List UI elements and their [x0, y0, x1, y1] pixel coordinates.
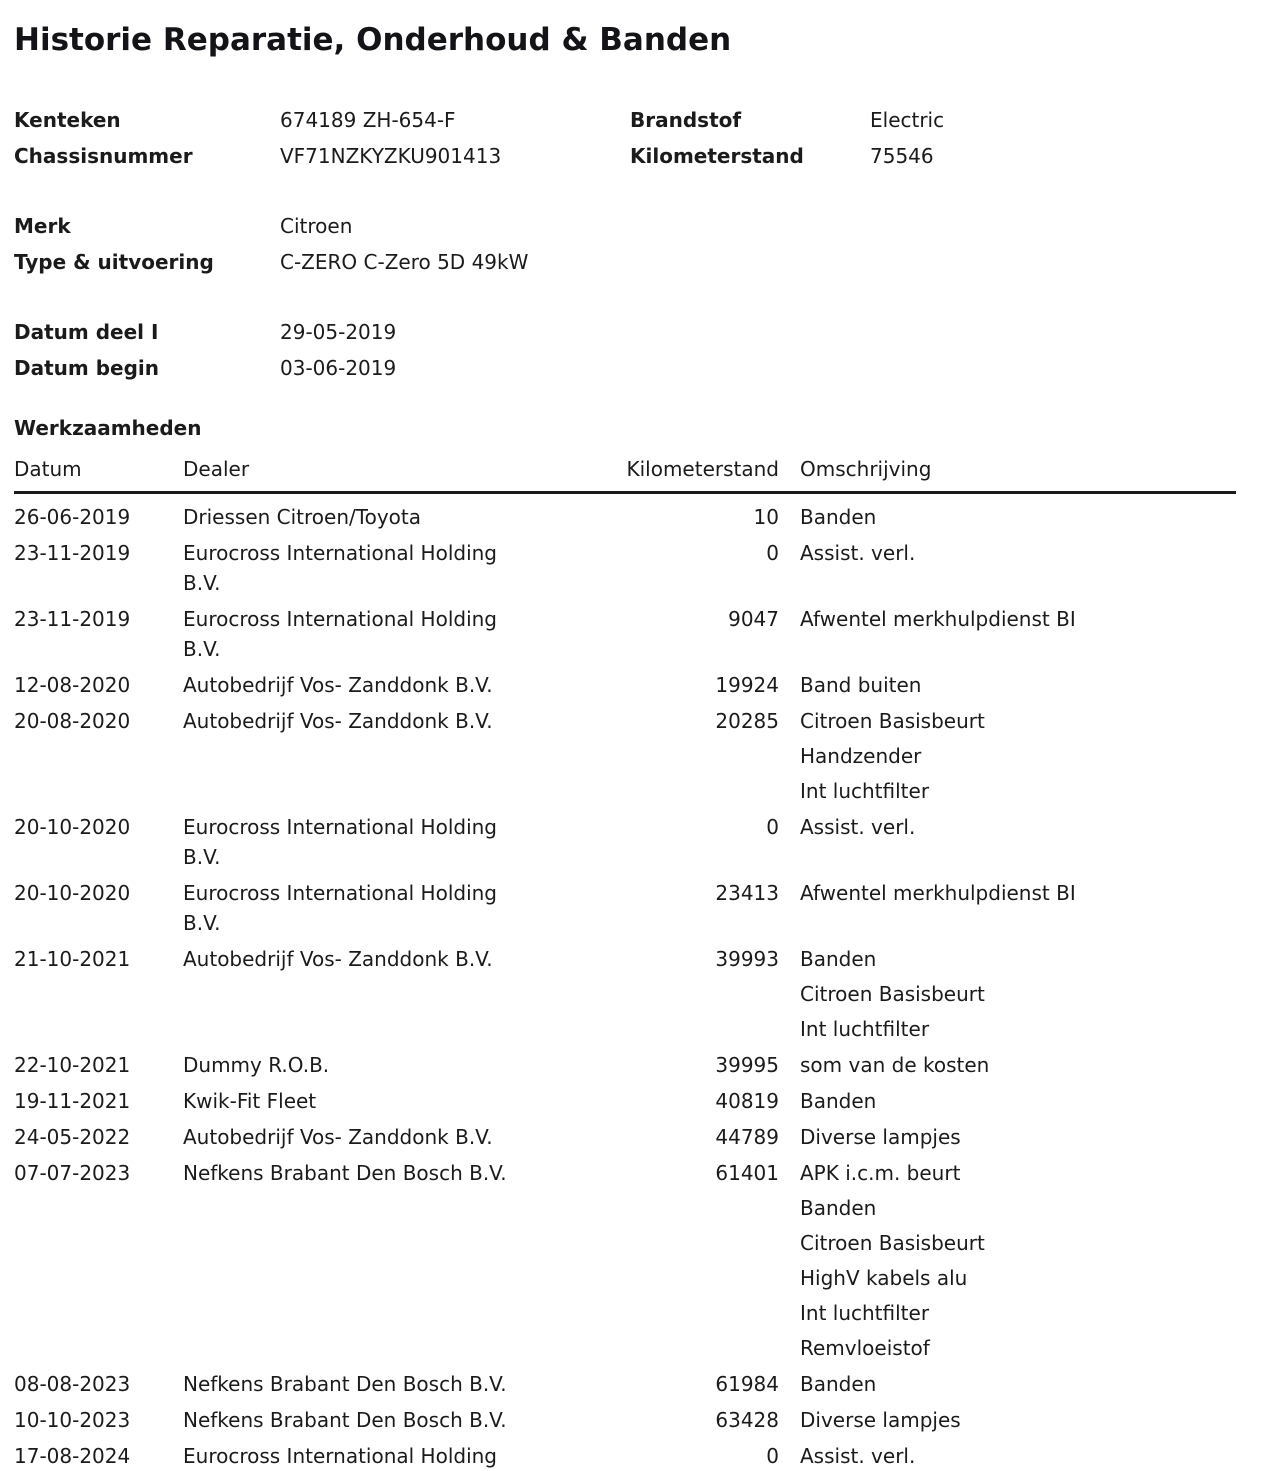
dealer-line: B.V.: [183, 571, 221, 595]
row-dealer: [183, 1369, 615, 1399]
value-kenteken: 674189 ZH-654-F: [280, 108, 456, 132]
dealer-line: Dummy R.O.B.: [183, 1053, 330, 1077]
row-omschrijving: [779, 670, 1236, 700]
row-dealer: [183, 1050, 615, 1080]
info-row: [14, 208, 1236, 244]
table-row: [14, 502, 1236, 532]
row-dealer: [183, 878, 615, 938]
table-row: [14, 812, 1236, 872]
werkzaamheden-table: [14, 454, 1236, 1471]
row-datum: 22-10-2021: [14, 1053, 131, 1077]
row-omschrijving: [779, 1405, 1236, 1435]
page-title: Historie Reparatie, Onderhoud & Banden: [14, 22, 732, 58]
info-row: [14, 314, 1236, 350]
row-omschrijving: [779, 1122, 1236, 1152]
info-row: [14, 350, 1236, 386]
row-datum: 07-07-2023: [14, 1161, 131, 1185]
column-header-dealer: Dealer: [183, 457, 250, 481]
omschrijving-line: som van de kosten: [800, 1053, 990, 1077]
table-row: [14, 1405, 1236, 1435]
dealer-line: Eurocross International Holding: [183, 607, 498, 631]
dealer-line: Autobedrijf Vos- Zanddonk B.V.: [183, 709, 493, 733]
table-row: [14, 1050, 1236, 1080]
dealer-line: B.V.: [183, 845, 221, 869]
table-row: [14, 670, 1236, 700]
row-omschrijving: [779, 944, 1236, 1044]
dealer-line: Autobedrijf Vos- Zanddonk B.V.: [183, 1125, 493, 1149]
omschrijving-line: APK i.c.m. beurt: [800, 1161, 961, 1185]
label-kenteken: Kenteken: [14, 108, 121, 132]
omschrijving-line: Citroen Basisbeurt: [800, 1231, 985, 1255]
vehicle-info-block-registration: [14, 102, 1236, 174]
omschrijving-line: HighV kabels alu: [800, 1266, 968, 1290]
vehicle-info-block-model: [14, 208, 1236, 280]
row-kilometerstand: 10: [753, 505, 779, 529]
table-row: [14, 1441, 1236, 1471]
table-row: [14, 1369, 1236, 1399]
value-type-uitvoering: C-ZERO C-Zero 5D 49kW: [280, 250, 529, 274]
omschrijving-line: Afwentel merkhulpdienst BI: [800, 881, 1076, 905]
row-datum: 08-08-2023: [14, 1372, 131, 1396]
omschrijving-line: Int luchtfilter: [800, 1301, 930, 1325]
omschrijving-line: Citroen Basisbeurt: [800, 982, 985, 1006]
row-omschrijving: [779, 1441, 1236, 1471]
table-row: [14, 878, 1236, 938]
dealer-line: Nefkens Brabant Den Bosch B.V.: [183, 1372, 507, 1396]
row-kilometerstand: 19924: [715, 673, 779, 697]
row-dealer: [183, 1122, 615, 1152]
row-kilometerstand: 39993: [715, 947, 779, 971]
info-row: [14, 102, 1236, 138]
row-kilometerstand: 23413: [715, 881, 779, 905]
value-merk: Citroen: [280, 214, 353, 238]
label-type-uitvoering: Type & uitvoering: [14, 250, 214, 274]
row-dealer: [183, 670, 615, 700]
row-dealer: [183, 812, 615, 872]
row-omschrijving: [779, 1050, 1236, 1080]
row-datum: 12-08-2020: [14, 673, 131, 697]
omschrijving-line: Assist. verl.: [800, 815, 916, 839]
info-row: [14, 138, 1236, 174]
row-dealer: [183, 1158, 615, 1363]
table-row: [14, 604, 1236, 664]
omschrijving-line: Assist. verl.: [800, 1444, 916, 1468]
omschrijving-line: Banden: [800, 1196, 877, 1220]
row-kilometerstand: 61984: [715, 1372, 779, 1396]
row-dealer: [183, 502, 615, 532]
value-chassisnummer: VF71NZKYZKU901413: [280, 144, 502, 168]
dealer-line: Eurocross International Holding: [183, 1444, 498, 1468]
row-omschrijving: [779, 878, 1236, 938]
row-kilometerstand: 61401: [715, 1161, 779, 1185]
omschrijving-line: Citroen Basisbeurt: [800, 709, 985, 733]
dealer-line: Driessen Citroen/Toyota: [183, 505, 421, 529]
row-dealer: [183, 1086, 615, 1116]
vehicle-info-block-dates: [14, 314, 1236, 386]
value-datum-deel-1: 29-05-2019: [280, 320, 397, 344]
row-omschrijving: [779, 812, 1236, 872]
row-datum: 17-08-2024: [14, 1444, 131, 1468]
omschrijving-line: Banden: [800, 1372, 877, 1396]
row-dealer: [183, 1441, 615, 1471]
row-datum: 26-06-2019: [14, 505, 131, 529]
omschrijving-line: Int luchtfilter: [800, 779, 930, 803]
info-row: [14, 244, 1236, 280]
row-kilometerstand: 39995: [715, 1053, 779, 1077]
row-datum: 20-08-2020: [14, 709, 131, 733]
row-dealer: [183, 706, 615, 806]
section-title-werkzaamheden: Werkzaamheden: [14, 416, 202, 440]
dealer-line: Eurocross International Holding: [183, 881, 498, 905]
dealer-line: Eurocross International Holding: [183, 541, 498, 565]
table-row: [14, 944, 1236, 1044]
omschrijving-line: Handzender: [800, 744, 922, 768]
dealer-line: Nefkens Brabant Den Bosch B.V.: [183, 1161, 507, 1185]
row-datum: 10-10-2023: [14, 1408, 131, 1432]
row-dealer: [183, 538, 615, 598]
dealer-line: B.V.: [183, 911, 221, 935]
label-chassisnummer: Chassisnummer: [14, 144, 193, 168]
dealer-line: Autobedrijf Vos- Zanddonk B.V.: [183, 947, 493, 971]
omschrijving-line: Int luchtfilter: [800, 1017, 930, 1041]
table-body: [14, 494, 1236, 1471]
row-dealer: [183, 1405, 615, 1435]
value-datum-begin: 03-06-2019: [280, 356, 397, 380]
row-kilometerstand: 0: [766, 541, 779, 565]
row-dealer: [183, 944, 615, 1044]
row-omschrijving: [779, 1369, 1236, 1399]
row-omschrijving: [779, 604, 1236, 664]
omschrijving-line: Diverse lampjes: [800, 1408, 961, 1432]
dealer-line: Nefkens Brabant Den Bosch B.V.: [183, 1408, 507, 1432]
dealer-line: B.V.: [183, 637, 221, 661]
omschrijving-line: Banden: [800, 947, 877, 971]
row-kilometerstand: 40819: [715, 1089, 779, 1113]
row-datum: 19-11-2021: [14, 1089, 131, 1113]
row-datum: 24-05-2022: [14, 1125, 131, 1149]
row-datum: 20-10-2020: [14, 815, 131, 839]
table-row: [14, 1158, 1236, 1363]
row-datum: 21-10-2021: [14, 947, 131, 971]
table-row: [14, 538, 1236, 598]
label-datum-deel-1: Datum deel I: [14, 320, 159, 344]
row-omschrijving: [779, 706, 1236, 806]
row-omschrijving: [779, 1158, 1236, 1363]
table-header-row: [14, 454, 1236, 494]
dealer-line: Kwik-Fit Fleet: [183, 1089, 317, 1113]
column-header-datum: Datum: [14, 457, 82, 481]
row-datum: 20-10-2020: [14, 881, 131, 905]
label-brandstof: Brandstof: [630, 108, 742, 132]
row-datum: 23-11-2019: [14, 541, 131, 565]
table-row: [14, 1122, 1236, 1152]
row-omschrijving: [779, 1086, 1236, 1116]
row-kilometerstand: 63428: [715, 1408, 779, 1432]
row-datum: 23-11-2019: [14, 607, 131, 631]
omschrijving-line: Afwentel merkhulpdienst BI: [800, 607, 1076, 631]
dealer-line: Autobedrijf Vos- Zanddonk B.V.: [183, 673, 493, 697]
value-kilometerstand: 75546: [870, 144, 934, 168]
label-datum-begin: Datum begin: [14, 356, 159, 380]
omschrijving-line: Banden: [800, 1089, 877, 1113]
table-row: [14, 1086, 1236, 1116]
row-kilometerstand: 9047: [728, 607, 779, 631]
omschrijving-line: Remvloeistof: [800, 1336, 930, 1360]
omschrijving-line: Assist. verl.: [800, 541, 916, 565]
table-row: [14, 706, 1236, 806]
row-omschrijving: [779, 502, 1236, 532]
row-kilometerstand: 0: [766, 815, 779, 839]
row-kilometerstand: 44789: [715, 1125, 779, 1149]
value-brandstof: Electric: [870, 108, 945, 132]
row-kilometerstand: 0: [766, 1444, 779, 1468]
omschrijving-line: Diverse lampjes: [800, 1125, 961, 1149]
label-kilometerstand: Kilometerstand: [630, 144, 804, 168]
omschrijving-line: Band buiten: [800, 673, 922, 697]
omschrijving-line: Banden: [800, 505, 877, 529]
column-header-kilometerstand: Kilometerstand: [626, 457, 779, 481]
row-dealer: [183, 604, 615, 664]
label-merk: Merk: [14, 214, 71, 238]
column-header-omschrijving: Omschrijving: [800, 457, 932, 481]
dealer-line: Eurocross International Holding: [183, 815, 498, 839]
row-kilometerstand: 20285: [715, 709, 779, 733]
row-omschrijving: [779, 538, 1236, 598]
